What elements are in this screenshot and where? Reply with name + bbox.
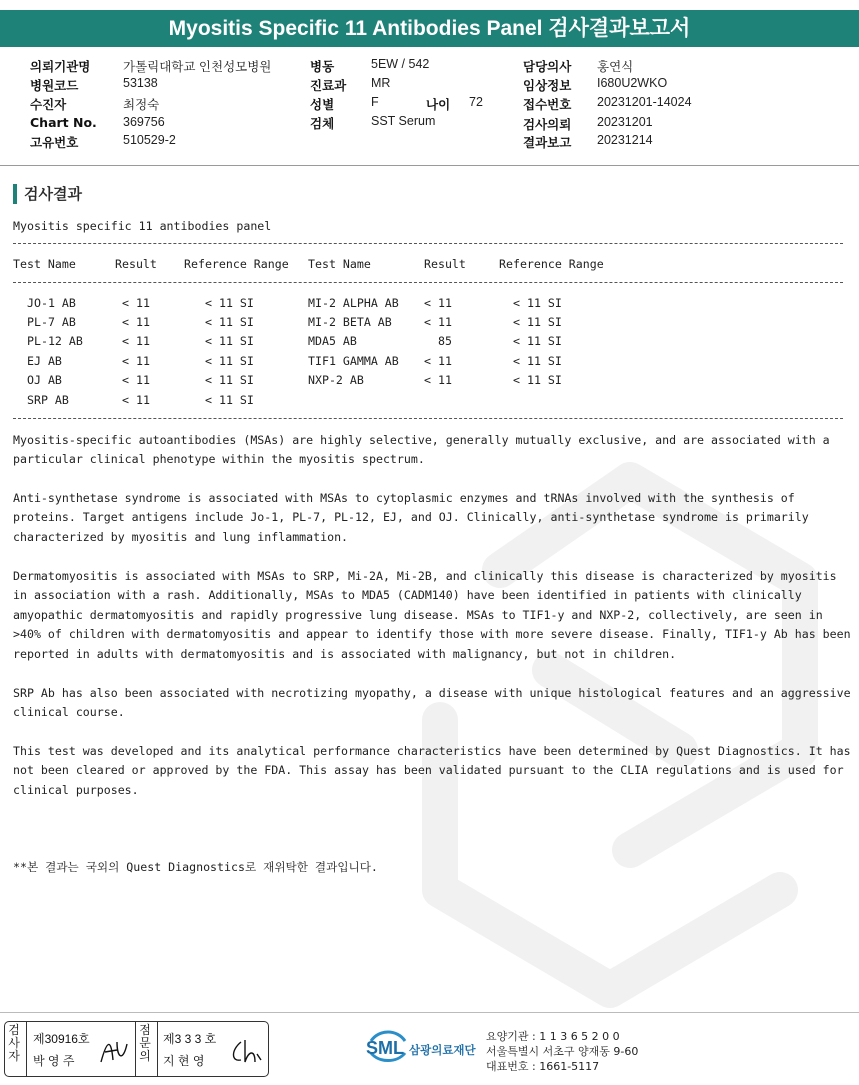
test-reference: < 11 SI [513,334,562,348]
test-reference: < 11 SI [205,315,254,329]
test-name: JO-1 AB [27,296,76,310]
comment-paragraph: This test was developed and its analytical performance characteristics have been determined by Quest Diagnostics. It has not been cleared or approved by the FDA. This assay has been validated pursuant to the CLIA regulations and is used for clinical purposes. [13,744,851,797]
test-result: < 11 [122,296,150,310]
header-reference-2: Reference Range [499,257,604,271]
test-result: < 11 [424,296,452,310]
age-label: 나이 [426,97,451,112]
ward-label: 병동 [310,59,335,74]
patient-info [0,55,859,165]
comment-paragraph: SRP Ab has also been associated with necrotizing myopathy, a disease with unique histological features and an aggressive clinical course. [13,686,851,720]
recipient-label: 수진자 [30,97,67,112]
recipient-value: 최정숙 [123,98,160,112]
test-name: TIF1 GAMMA AB [308,354,399,368]
signature-box [4,1021,269,1077]
doctor-label: 담당의사 [523,59,572,74]
header-divider [0,165,859,166]
institution-value: 가톨릭대학교 인천성모병원 [123,60,272,74]
test-reference: < 11 SI [513,315,562,329]
inspector-name: 박 영 주 [33,1054,75,1068]
test-name: MDA5 AB [308,334,357,348]
dept-value: MR [371,76,391,90]
report-footer [0,1012,859,1085]
test-reference: < 11 SI [205,373,254,387]
clinical-info-value: I680U2WKO [597,76,668,90]
test-name: PL-7 AB [27,315,76,329]
sex-label: 성별 [310,97,335,112]
inspector-signature [97,1034,133,1068]
hospital-code-value: 53138 [123,76,158,90]
lab-name: 삼광의료재단 [409,1043,476,1057]
test-reference: < 11 SI [513,354,562,368]
test-reference: < 11 SI [205,354,254,368]
reviewer-name: 지 현 영 [163,1054,205,1068]
comment-paragraph: Myositis-specific autoantibodies (MSAs) are highly selective, generally mutually exclusive, and are associated with a particular clinical phenotype within the myositis spectrum. [13,433,830,467]
table-top-divider [13,243,843,244]
header-result-2: Result [424,257,466,271]
panel-name: Myositis specific 11 antibodies panel [13,219,272,233]
lab-address: 서울특별시 서초구 양재동 9-60 [486,1045,639,1058]
test-result: < 11 [122,354,150,368]
test-result-abnormal: 85 [438,334,452,348]
accession-value: 20231201-14024 [597,95,692,109]
header-divider-dash [13,282,843,283]
header-test-name: Test Name [13,257,76,271]
test-name: SRP AB [27,393,69,407]
age-value: 72 [469,95,483,109]
reviewer-label: 점문의 [139,1023,151,1063]
dept-label: 진료과 [310,78,347,93]
sig-divider [157,1022,158,1076]
specimen-label: 검체 [310,116,335,131]
request-date-label: 검사의뢰 [523,117,572,132]
header-test-name-2: Test Name [308,257,371,271]
sex-value: F [371,95,379,109]
hospital-code-label: 병원코드 [30,78,79,93]
test-result: < 11 [424,315,452,329]
reviewer-signature [227,1036,263,1068]
table-bottom-divider [13,418,843,419]
test-name: MI-2 BETA AB [308,315,392,329]
test-reference: < 11 SI [205,393,254,407]
section-title: 검사결과 [13,184,82,204]
test-result: < 11 [122,315,150,329]
test-name: MI-2 ALPHA AB [308,296,399,310]
test-reference: < 11 SI [513,296,562,310]
clinical-info-label: 임상정보 [523,78,572,93]
lab-phone: 대표번호 : 1661-5117 [486,1060,600,1073]
test-name: PL-12 AB [27,334,83,348]
comment-paragraph: Anti-synthetase syndrome is associated with MSAs to cytoplasmic enzymes and tRNAs involved with the synthesis of proteins. Target antigens include Jo-1, PL-7, PL-12, EJ, and OJ. Clinically, anti-synthetase syndrome is primarily characterized by myositis and lung inflammation. [13,491,809,544]
test-name: NXP-2 AB [308,373,364,387]
test-result: < 11 [122,393,150,407]
doctor-value: 홍연식 [597,60,634,74]
comment-paragraph: Dermatomyositis is associated with MSAs to SRP, Mi-2A, Mi-2B, and clinically this disease is characterized by myositis in association with a rash. Additionally, MSAs to MDA5 (CADM140) have been identified in patients with clinically amyopathic dermatomyositis and rapidly progressive lung disease. MSAs to TIF1-y and NXP-2, collectively, are seen in >40% of children with dermatomyositis and appear to identify those with more severe disease. Finally, TIF1-y Ab has been reported in adults with dermatomyositis and is associated with malignancy, but not in children. [13,569,851,661]
header-result: Result [115,257,157,271]
result-date-value: 20231214 [597,133,653,147]
test-result: < 11 [424,354,452,368]
header-reference: Reference Range [184,257,289,271]
inspector-license: 제30916호 [33,1032,90,1046]
inspector-label: 검사자 [8,1023,20,1063]
reviewer-license: 제3 3 3 호 [163,1032,217,1046]
unique-id-label: 고유번호 [30,135,79,150]
sig-divider [26,1022,27,1076]
chart-no-value: 369756 [123,115,165,129]
ward-value: 5EW / 542 [371,57,430,71]
institution-label: 의뢰기관명 [30,59,91,74]
test-reference: < 11 SI [205,334,254,348]
test-name: OJ AB [27,373,62,387]
report-title: Myositis Specific 11 Antibodies Panel 검사결과보고서 [0,10,859,47]
institution-number: 요양기관 : 1 1 3 6 5 2 0 0 [486,1030,620,1043]
test-result: < 11 [122,334,150,348]
test-reference: < 11 SI [205,296,254,310]
test-reference: < 11 SI [513,373,562,387]
specimen-value: SST Serum [371,114,436,128]
test-result: < 11 [424,373,452,387]
sig-divider [135,1022,136,1076]
test-name: EJ AB [27,354,62,368]
accession-label: 접수번호 [523,97,572,112]
outsourcing-note: **본 결과는 국외의 Quest Diagnostics로 재위탁한 결과입니다. [13,860,378,874]
request-date-value: 20231201 [597,115,653,129]
unique-id-value: 510529-2 [123,133,176,147]
lab-logo-text: SML [366,1038,404,1058]
chart-no-label: Chart No. [30,115,97,130]
result-date-label: 결과보고 [523,135,572,150]
test-result: < 11 [122,373,150,387]
